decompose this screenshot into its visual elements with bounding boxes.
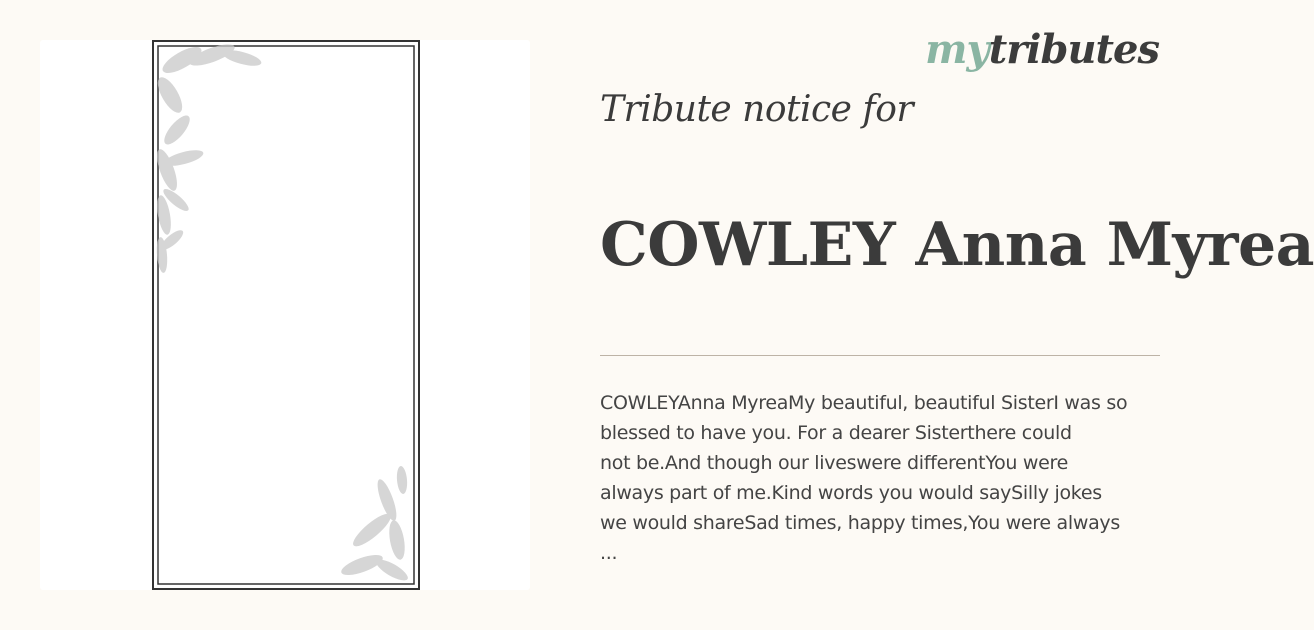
logo-part-tributes: tributes [988,26,1159,73]
mytributes-logo[interactable] [925,26,1159,73]
excerpt-line: COWLEYAnna MyreaMy beautiful, beautiful SisterI was so [600,392,1128,414]
notice-subtitle: Tribute notice for [600,89,914,130]
excerpt-line: blessed to have you. For a dearer Sisterthere could [600,422,1072,444]
notice-image-panel [40,40,530,590]
logo-part-my: my [925,26,989,73]
excerpt-line: we would shareSad times, happy times,You were always [600,512,1120,534]
excerpt-line: not be.And though our liveswere differentYou were [600,452,1069,474]
excerpt-ellipsis: ... [600,542,618,564]
excerpt-line: always part of me.Kind words you would saySilly jokes [600,482,1102,504]
deceased-name: COWLEY Anna Myrea [600,210,1314,280]
floral-frame-image [152,40,420,590]
deceased-name-container [600,205,1314,295]
notice-excerpt [600,388,1165,568]
divider [600,355,1160,356]
